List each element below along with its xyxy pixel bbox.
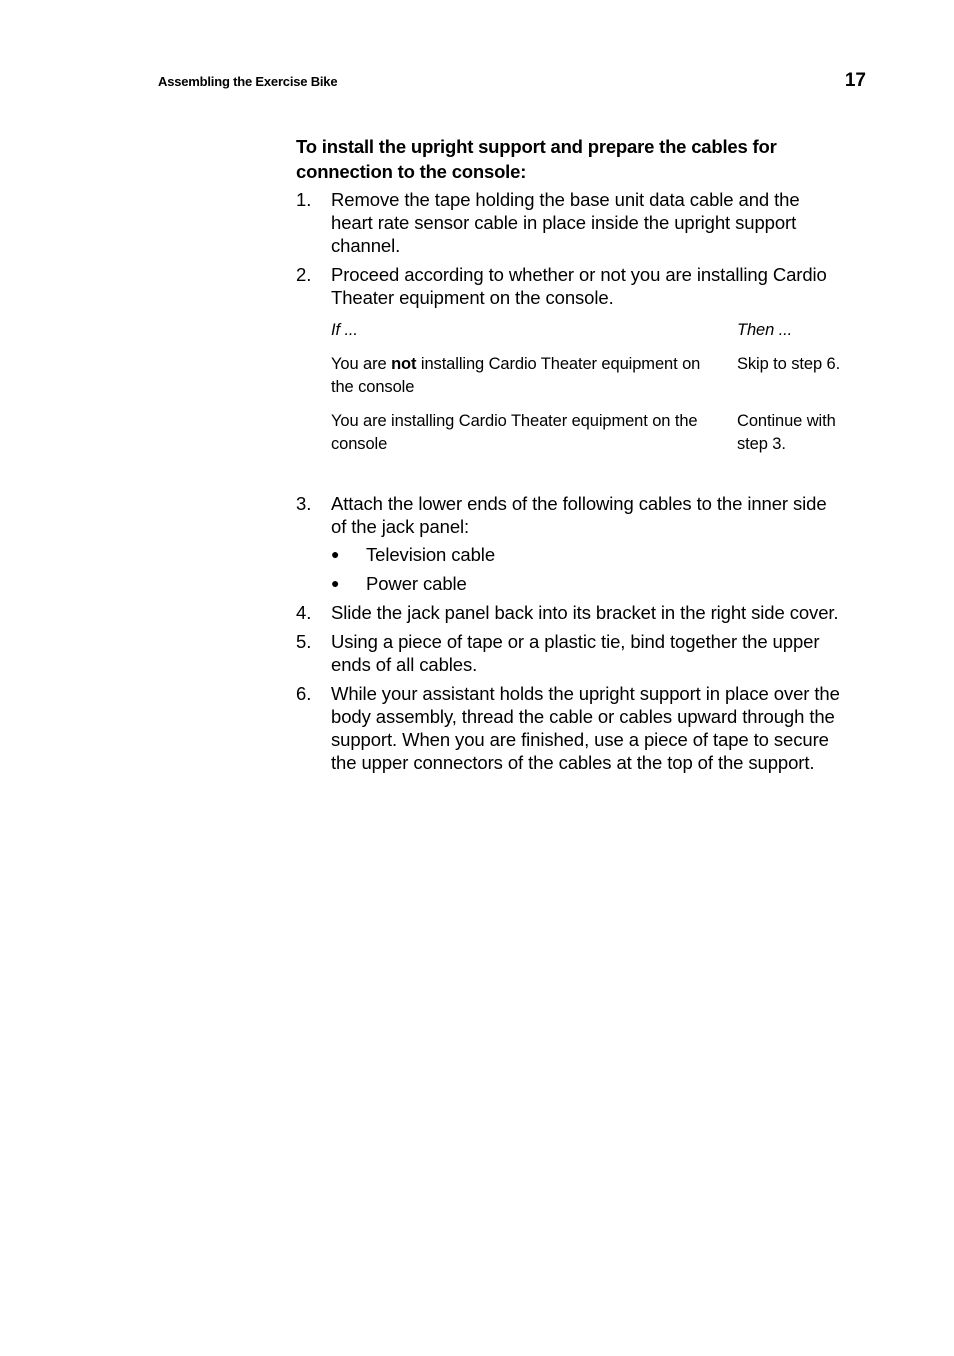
- step-number: 4.: [296, 602, 312, 623]
- step-number: 3.: [296, 493, 312, 514]
- table-header-row: [331, 319, 843, 353]
- cable-list: [331, 543, 844, 595]
- condition-text-prefix: You are: [331, 355, 392, 373]
- step-text: Attach the lower ends of the following cables to the inner side of the jack panel:: [331, 493, 827, 537]
- step-number: 1.: [296, 189, 312, 210]
- condition-text-suffix: installing Cardio Theater equipment on the console: [331, 355, 701, 396]
- condition-emphasis: not: [391, 355, 417, 373]
- step-text: Proceed according to whether or not you are installing Cardio Theater equipment on the console.: [331, 264, 827, 308]
- step-2: [296, 263, 844, 486]
- step-number: 6.: [296, 683, 312, 704]
- procedure-heading: To install the upright support and prepare the cables for connection to the console:: [296, 136, 777, 182]
- step-6: [296, 682, 844, 774]
- bullet-icon: ●: [331, 546, 340, 562]
- table-row: [331, 410, 843, 467]
- table-row: [331, 353, 843, 410]
- decision-table: [331, 319, 843, 467]
- step-text: While your assistant holds the upright support in place over the body assembly, thread the cable or cables upward through the support. When you are finished, use a piece of tape to secure the upper connectors of the cables at the top of the support.: [331, 683, 840, 773]
- table-cell-if: [331, 353, 737, 410]
- procedure-section: [296, 134, 844, 780]
- table-cell-if: [331, 410, 737, 467]
- decision-table-wrap: [331, 319, 844, 467]
- step-text: Slide the jack panel back into its bracket in the right side cover.: [331, 602, 839, 623]
- list-item-text: Power cable: [366, 573, 467, 594]
- step-text: Remove the tape holding the base unit data cable and the heart rate sensor cable in place inside the upright support channel.: [331, 189, 800, 256]
- step-number: 5.: [296, 631, 312, 652]
- step-number: 2.: [296, 264, 312, 285]
- page-number: 17: [844, 70, 866, 91]
- step-3: [296, 492, 844, 595]
- list-item: [331, 543, 844, 566]
- column-header-then: Then ...: [737, 321, 793, 339]
- running-header: Assembling the Exercise Bike: [158, 74, 338, 89]
- step-1: [296, 188, 844, 257]
- step-5: [296, 630, 844, 676]
- step-body: [331, 263, 844, 486]
- bullet-icon: ●: [331, 575, 340, 591]
- table-cell-then: Skip to step 6.: [737, 355, 841, 373]
- list-item: [331, 572, 844, 595]
- condition-text-prefix: You are installing Cardio Theater equipment on the console: [331, 412, 698, 453]
- step-text: Using a piece of tape or a plastic tie, bind together the upper ends of all cables.: [331, 631, 820, 675]
- list-item-text: Television cable: [366, 544, 496, 565]
- step-body: [331, 492, 844, 595]
- column-header-if: If ...: [331, 321, 358, 339]
- table-cell-then: Continue with step 3.: [737, 412, 836, 453]
- step-4: [296, 601, 844, 624]
